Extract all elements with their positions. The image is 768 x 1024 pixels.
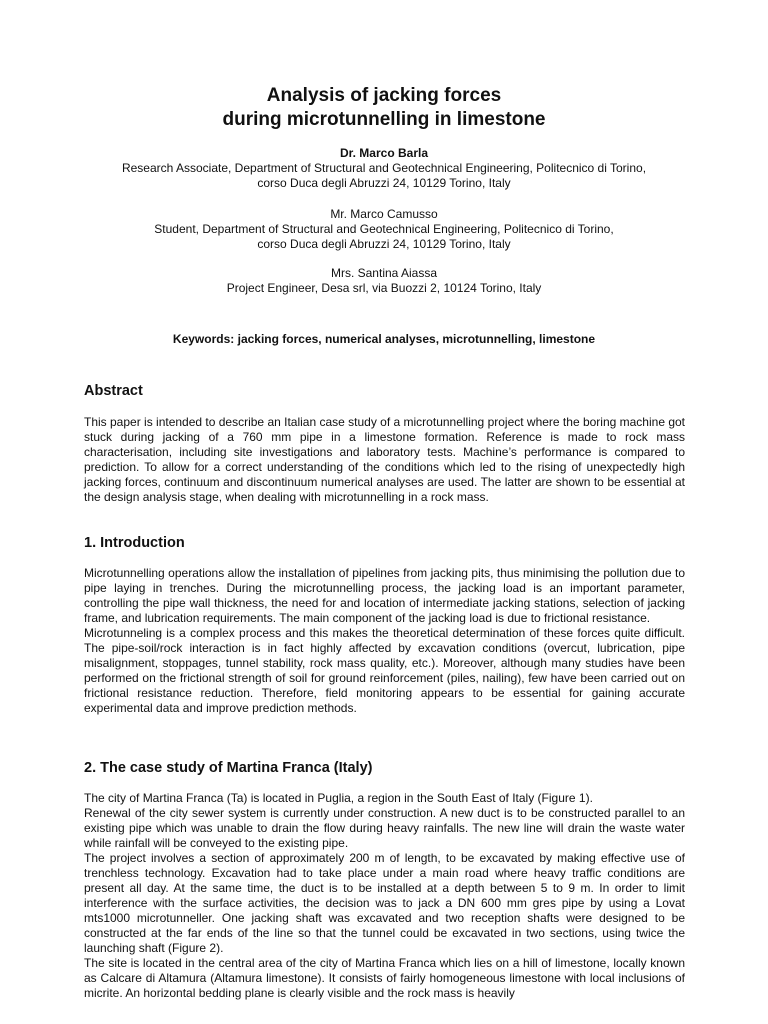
abstract-paragraph: This paper is intended to describe an Italian case study of a microtunnelling project where the boring machine got stuck during jacking of a 760 mm pipe in a limestone formation. Reference is made to rock mass characterisation, including site investigations and laboratory tests. Machine’s performance is compared to prediction. To allow for a correct understanding of the conditions which led to the rising of unexpectedly high jacking forces, continuum and discontinuum numerical analyses are used. The latter are shown to be essential at the design analysis stage, when dealing with microtunnelling in a rock mass. xyxy=(84,415,686,504)
paragraph: The site is located in the central area of the city of Martina Franca which lies on a hill of limestone, locally known as Calcare di Altamura (Altamura limestone). It consists of fairly homogeneous limestone with local inclusions of micrite. An horizontal bedding plane is clearly visible and the rock mass is heavily xyxy=(84,956,685,1000)
abstract-heading: Abstract xyxy=(84,383,143,399)
section-2-body xyxy=(84,791,685,1001)
paragraph: Renewal of the city sewer system is currently under construction. A new duct is to be constructed parallel to an existing pipe which was unable to drain the flow during heavy rainfalls. The new line will drain the waste water while rainfall will be conveyed to the existing pipe. xyxy=(84,806,685,850)
paragraph: The project involves a section of approximately 200 m of length, to be excavated by making effective use of trenchless technology. Excavation had to take place under a main road where heavy traffic conditions are present all day. At the same time, the duct is to be installed at a depth between 5 to 9 m. In order to limit interference with the surface activities, the decision was to jack a DN 600 mm gres pipe by using a Lovat mts1000 microtunneller. One jacking shaft was excavated and two reception shafts were designed to be constructed at the far ends of the line so that the tunnel could be excavated in two sections, using twice the launching shaft (Figure 2). xyxy=(84,851,685,955)
author-3 xyxy=(0,266,768,296)
author-affiliation: Student, Department of Structural and Geotechnical Engineering, Politecnico di Torino, xyxy=(154,222,614,236)
author-name: Dr. Marco Barla xyxy=(339,146,429,160)
author-name: Mrs. Santina Aiassa xyxy=(330,266,438,280)
paragraph: The city of Martina Franca (Ta) is located in Puglia, a region in the South East of Italy (Figure 1). xyxy=(84,791,593,805)
author-1 xyxy=(0,146,768,191)
section-2-heading: 2. The case study of Martina Franca (Italy) xyxy=(84,760,373,776)
author-affiliation: Project Engineer, Desa srl, via Buozzi 2, 10124 Torino, Italy xyxy=(226,281,542,295)
author-address: corso Duca degli Abruzzi 24, 10129 Torino, Italy xyxy=(257,237,511,251)
paper-title xyxy=(0,84,768,132)
section-1-body xyxy=(84,566,685,716)
keywords-line: Keywords: jacking forces, numerical analyses, microtunnelling, limestone xyxy=(172,332,596,346)
section-1-heading: 1. Introduction xyxy=(84,535,185,551)
paragraph: Microtunnelling operations allow the installation of pipelines from jacking pits, thus minimising the pollution due to pipe laying in trenches. During the microtunnelling process, the jacking load is an important parameter, controlling the pipe wall thickness, the need for and location of intermediate jacking stations, selection of jacking frame, and lubrication requirements. The main component of the jacking load is due to frictional resistance. xyxy=(84,566,685,625)
paragraph: Microtunneling is a complex process and this makes the theoretical determination of these forces quite difficult. The pipe-soil/rock interaction is in fact highly affected by excavation conditions (overcut, lubrication, pipe misalignment, stoppages, tunnel stability, rock mass quality, etc.). Moreover, although many studies have been performed on the frictional strength of soil for ground reinforcement (piles, nailing), few have been carried out on frictional resistance reduction. Therefore, field monitoring appears to be essential for gaining accurate experimental data and improve prediction methods. xyxy=(84,626,685,715)
abstract-text xyxy=(84,415,685,505)
author-affiliation: Research Associate, Department of Structural and Geotechnical Engineering, Politecnico di Torino, xyxy=(121,161,647,175)
author-2 xyxy=(0,207,768,252)
author-name: Mr. Marco Camusso xyxy=(330,207,438,221)
author-address: corso Duca degli Abruzzi 24, 10129 Torino, Italy xyxy=(257,176,511,190)
title-line-2: during microtunnelling in limestone xyxy=(222,109,546,130)
title-line-1: Analysis of jacking forces xyxy=(266,85,502,106)
